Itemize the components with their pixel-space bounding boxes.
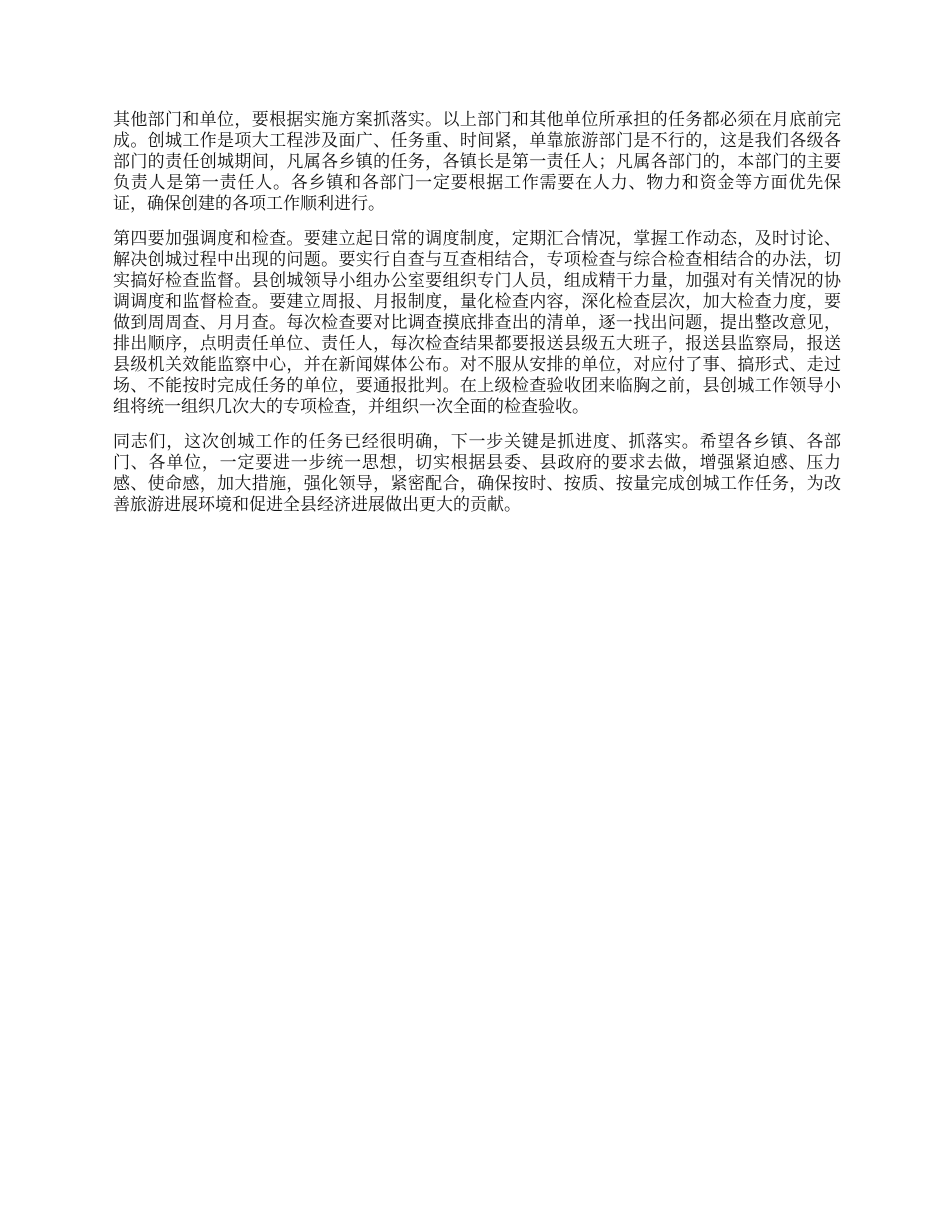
paragraph-closing: 同志们，这次创城工作的任务已经很明确，下一步关键是抓进度、抓落实。希望各乡镇、各部门、各单位，一定要进一步统一思想，切实根据县委、县政府的要求去做，增强紧迫感、压力感、使命感，加大措施，强化领导，紧密配合，确保按时、按质、按量完成创城工作任务，为改善旅游进展环境和促进全县经济进展做出更大的贡献。 [113, 432, 841, 515]
paragraph-implementation: 其他部门和单位，要根据实施方案抓落实。以上部门和其他单位所承担的任务都必须在月底前完成。创城工作是项大工程涉及面广、任务重、时间紧，单靠旅游部门是不行的，这是我们各级各部门的责任创城期间，凡属各乡镇的任务，各镇长是第一责任人；凡属各部门的，本部门的主要负责人是第一责任人。各乡镇和各部门一定要根据工作需要在人力、物力和资金等方面优先保证，确保创建的各项工作顺利进行。 [113, 110, 841, 214]
document-page [113, 110, 841, 530]
paragraph-dispatch-inspection: 第四要加强调度和检查。要建立起日常的调度制度，定期汇合情况，掌握工作动态，及时讨论、解决创城过程中出现的问题。要实行自查与互查相结合，专项检查与综合检查相结合的办法，切实搞好检查监督。县创城领导小组办公室要组织专门人员，组成精干力量，加强对有关情况的协调调度和监督检查。要建立周报、月报制度，量化检查内容，深化检查层次，加大检查力度，要做到周周查、月月查。每次检查要对比调查摸底排查出的清单，逐一找出问题，提出整改意见，排出顺序，点明责任单位、责任人，每次检查结果都要报送县级五大班子，报送县监察局，报送县级机关效能监察中心，并在新闻媒体公布。对不服从安排的单位，对应付了事、搞形式、走过场、不能按时完成任务的单位，要通报批判。在上级检查验收团来临胸之前，县创城工作领导小组将统一组织几次大的专项检查，并组织一次全面的检查验收。 [113, 229, 841, 417]
